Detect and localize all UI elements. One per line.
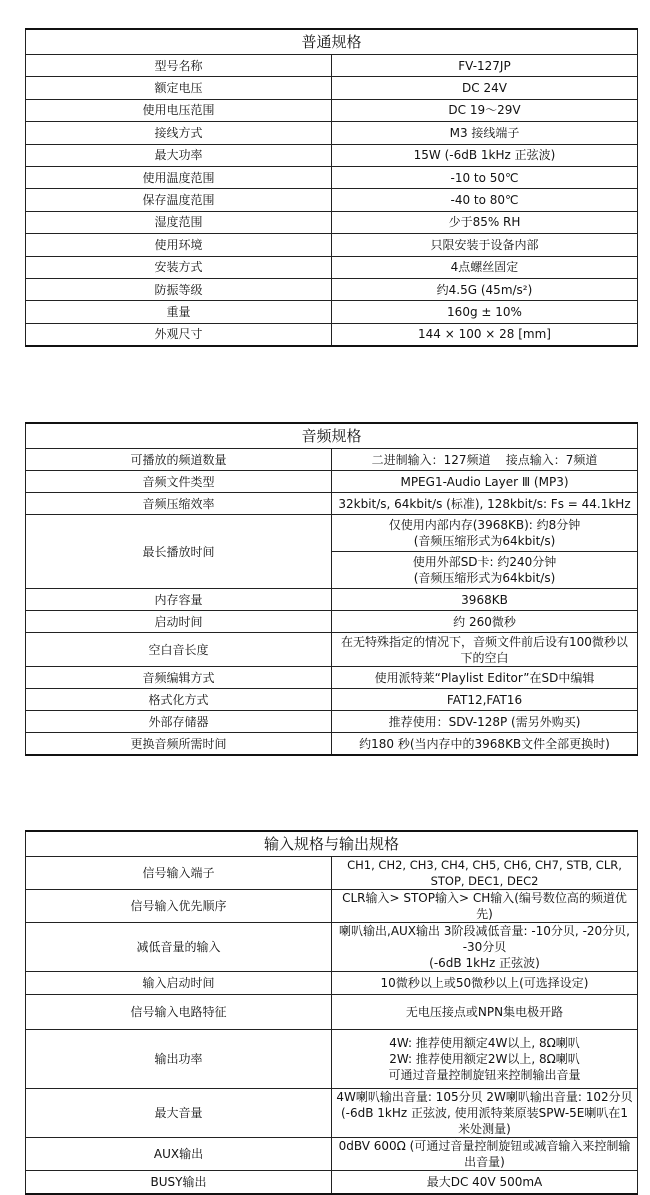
spec-value: 仅使用内部内存(3968KB): 约8分钟 (音频压缩形式为64kbit/s) xyxy=(332,515,638,552)
spec-value: CH1, CH2, CH3, CH4, CH5, CH6, CH7, STB, CLR, STOP, DEC1, DEC2 xyxy=(332,857,638,890)
spec-value: 15W (-6dB 1kHz 正弦波) xyxy=(332,144,638,166)
spec-label: 使用温度范围 xyxy=(26,166,332,188)
spec-label: 空白音长度 xyxy=(26,633,332,667)
spec-value: 4点螺丝固定 xyxy=(332,256,638,278)
spec-label: 内存容量 xyxy=(26,589,332,611)
spec-value: 最大DC 40V 500mA xyxy=(332,1171,638,1195)
spec-value: -10 to 50℃ xyxy=(332,166,638,188)
spec-label: 使用电压范围 xyxy=(26,99,332,121)
general-spec-title: 普通规格 xyxy=(26,29,638,55)
spec-value: 推荐使用：SDV-128P (需另外购买) xyxy=(332,711,638,733)
spec-label: 音频文件类型 xyxy=(26,471,332,493)
spec-value: 10微秒以上或50微秒以上(可选择设定) xyxy=(332,972,638,995)
spec-value: 32kbit/s, 64kbit/s (标准), 128kbit/s: Fs = 44.1kHz xyxy=(332,493,638,515)
spec-label: 重量 xyxy=(26,301,332,323)
spec-label: BUSY输出 xyxy=(26,1171,332,1195)
spec-value: M3 接线端子 xyxy=(332,122,638,144)
spec-value: 使用外部SD卡: 约240分钟 (音频压缩形式为64kbit/s) xyxy=(332,552,638,589)
spec-label: 音频压缩效率 xyxy=(26,493,332,515)
spec-value: 少于85% RH xyxy=(332,211,638,233)
audio-spec-title: 音频规格 xyxy=(26,423,638,449)
io-spec-title: 输入规格与输出规格 xyxy=(26,831,638,857)
spec-value: MPEG1-Audio Layer Ⅲ (MP3) xyxy=(332,471,638,493)
spec-label: 保存温度范围 xyxy=(26,189,332,211)
spec-label: 信号输入优先顺序 xyxy=(26,890,332,923)
spec-label: 使用环境 xyxy=(26,234,332,256)
spec-label: 外部存储器 xyxy=(26,711,332,733)
spec-label: 最大音量 xyxy=(26,1089,332,1138)
spec-value: 3968KB xyxy=(332,589,638,611)
spec-value: 喇叭输出,AUX输出 3阶段减低音量: -10分贝, -20分贝, -30分贝 (-6dB 1kHz 正弦波) xyxy=(332,923,638,972)
spec-value: 使用派特莱“Playlist Editor”在SD中编辑 xyxy=(332,667,638,689)
spec-label: 输入启动时间 xyxy=(26,972,332,995)
spec-label: 信号输入电路特征 xyxy=(26,995,332,1030)
spec-label: 接线方式 xyxy=(26,122,332,144)
spec-label: 信号输入端子 xyxy=(26,857,332,890)
spec-value: 在无特殊指定的情况下，音频文件前后设有100微秒以下的空白 xyxy=(332,633,638,667)
spec-value: 160g ± 10% xyxy=(332,301,638,323)
spec-label: 额定电压 xyxy=(26,77,332,99)
spec-value: DC 19～29V xyxy=(332,99,638,121)
spec-value: 4W喇叭输出音量: 105分贝 2W喇叭输出音量: 102分贝 (-6dB 1kHz 正弦波, 使用派特莱原装SPW-5E喇叭在1米处测量) xyxy=(332,1089,638,1138)
spec-value: 无电压接点或NPN集电极开路 xyxy=(332,995,638,1030)
spec-value: FV-127JP xyxy=(332,55,638,77)
spec-label: 型号名称 xyxy=(26,55,332,77)
io-spec-table xyxy=(25,830,638,1195)
general-spec-table xyxy=(25,28,638,347)
spec-value: CLR输入> STOP输入> CH输入(编号数位高的频道优先) xyxy=(332,890,638,923)
spec-label: 外观尺寸 xyxy=(26,323,332,346)
spec-value: FAT12,FAT16 xyxy=(332,689,638,711)
spec-value: 约4.5G (45m/s²) xyxy=(332,278,638,300)
spec-label: 可播放的频道数量 xyxy=(26,449,332,471)
spec-value: 二进制输入：127频道 接点输入：7频道 xyxy=(332,449,638,471)
spec-label: 更换音频所需时间 xyxy=(26,733,332,756)
spec-value: 144 × 100 × 28 [mm] xyxy=(332,323,638,346)
spec-label: AUX输出 xyxy=(26,1138,332,1171)
spec-value: 只限安装于设备内部 xyxy=(332,234,638,256)
spec-value: 约 260微秒 xyxy=(332,611,638,633)
spec-value: DC 24V xyxy=(332,77,638,99)
spec-label: 最大功率 xyxy=(26,144,332,166)
spec-label: 防振等级 xyxy=(26,278,332,300)
audio-spec-table xyxy=(25,422,638,756)
spec-label: 最长播放时间 xyxy=(26,515,332,589)
spec-value: -40 to 80℃ xyxy=(332,189,638,211)
spec-value: 0dBV 600Ω (可通过音量控制旋钮或减音输入来控制输出音量) xyxy=(332,1138,638,1171)
spec-label: 湿度范围 xyxy=(26,211,332,233)
spec-label: 减低音量的输入 xyxy=(26,923,332,972)
spec-label: 音频编辑方式 xyxy=(26,667,332,689)
spec-label: 启动时间 xyxy=(26,611,332,633)
spec-label: 输出功率 xyxy=(26,1030,332,1089)
spec-label: 格式化方式 xyxy=(26,689,332,711)
spec-label: 安装方式 xyxy=(26,256,332,278)
spec-value: 约180 秒(当内存中的3968KB文件全部更换时) xyxy=(332,733,638,756)
spec-value: 4W: 推荐使用额定4W以上, 8Ω喇叭 2W: 推荐使用额定2W以上, 8Ω喇叭 可通过音量控制旋钮来控制输出音量 xyxy=(332,1030,638,1089)
